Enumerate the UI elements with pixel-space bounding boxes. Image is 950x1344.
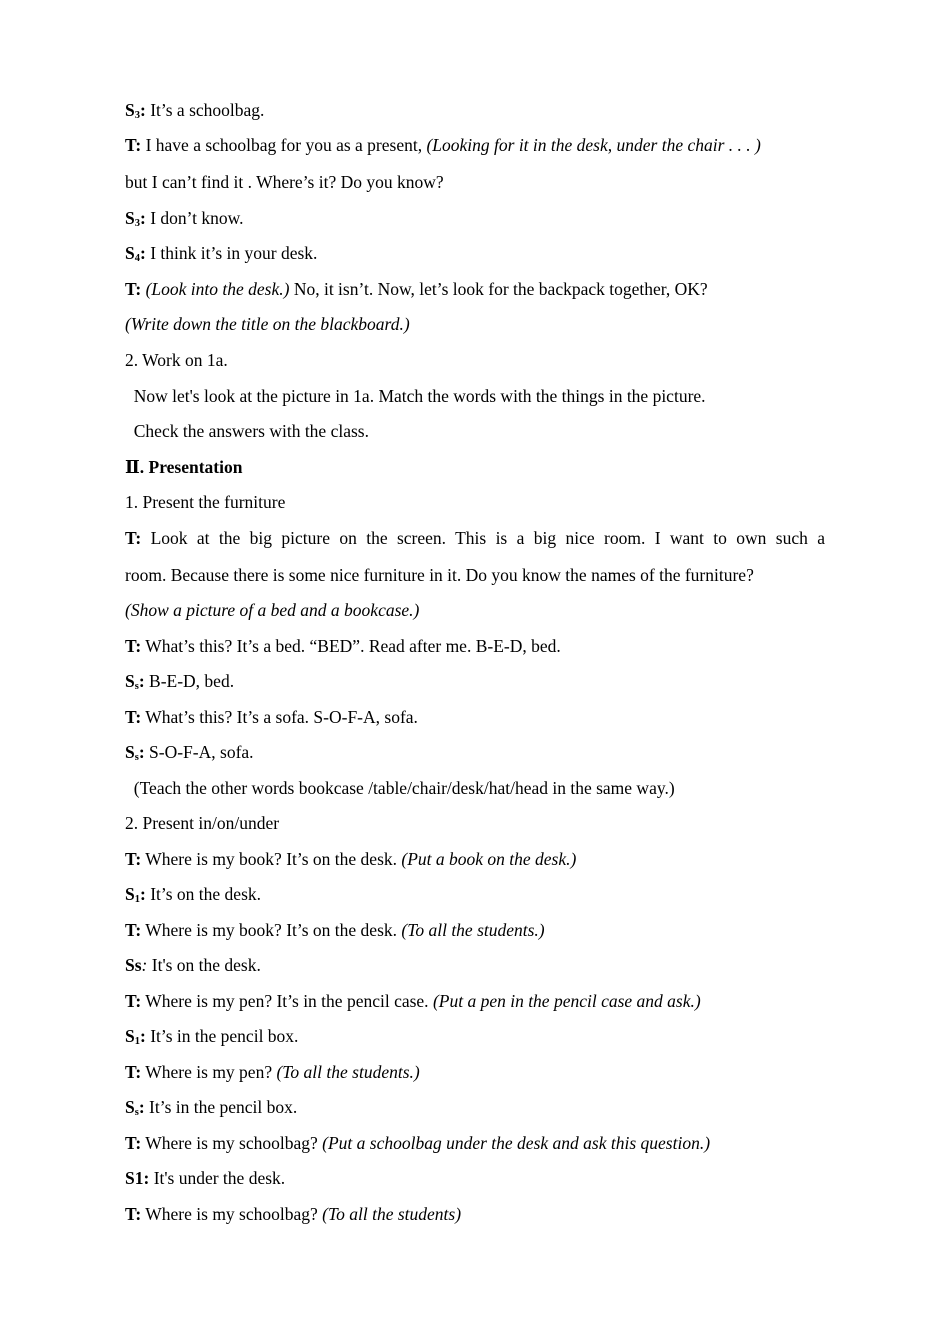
line-text: Where is my pen? (141, 1062, 277, 1082)
text-line (125, 778, 825, 798)
stage-direction: (Looking for it in the desk, under the chair . . . ) (426, 135, 761, 155)
dialogue-line (125, 955, 825, 975)
speaker-label: S3: (125, 208, 146, 229)
line-text: Check the answers with the class. (125, 421, 369, 441)
dialogue-line (125, 1204, 825, 1224)
line-text: I think it’s in your desk. (145, 243, 318, 263)
stage-direction: (To all the students.) (401, 920, 545, 940)
speaker-label: T: (125, 1204, 142, 1224)
dialogue-line (125, 100, 825, 126)
speaker-label: T: (125, 528, 142, 548)
stage-direction-line (125, 314, 825, 334)
speaker-label: T: (125, 991, 142, 1011)
dialogue-line (125, 528, 825, 548)
speaker-label: T: (125, 636, 142, 656)
speaker-label: S1: (125, 1168, 150, 1188)
stage-direction: (Show a picture of a bed and a bookcase.) (125, 600, 420, 620)
line-text: Where is my pen? It’s in the pencil case. (141, 991, 433, 1011)
stage-direction-line (125, 600, 825, 620)
line-text: No, it isn’t. Now, let’s look for the backpack together, OK? (289, 279, 708, 299)
speaker-label: T: (125, 849, 142, 869)
stage-direction: (To all the students.) (276, 1062, 420, 1082)
dialogue-line (125, 742, 825, 768)
dialogue-line (125, 243, 825, 269)
dialogue-line (125, 636, 825, 656)
line-text: I don’t know. (145, 208, 244, 228)
dialogue-line (125, 849, 825, 869)
dialogue-line (125, 707, 825, 727)
line-text: Now let's look at the picture in 1a. Match the words with the things in the picture. (125, 386, 706, 406)
line-text: Where is my schoolbag? (141, 1133, 323, 1153)
line-text: It’s on the desk. (145, 884, 262, 904)
speaker-label: T: (125, 1062, 142, 1082)
stage-direction: (Look into the desk.) (141, 279, 290, 299)
speaker-label: S3: (125, 100, 146, 121)
line-text: It's under the desk. (149, 1168, 286, 1188)
dialogue-line (125, 884, 825, 910)
line-text: I have a schoolbag for you as a present, (141, 135, 427, 155)
step-heading (125, 813, 825, 833)
line-text: 2. Work on 1a. (125, 350, 228, 370)
line-text: Where is my book? It’s on the desk. (141, 920, 402, 940)
stage-direction: (To all the students) (322, 1204, 462, 1224)
text-line (125, 386, 825, 406)
text-line (125, 565, 825, 585)
dialogue-line (125, 991, 825, 1011)
dialogue-line (125, 1062, 825, 1082)
stage-direction: (Write down the title on the blackboard.) (125, 314, 410, 334)
speaker-label: T: (125, 920, 142, 940)
speaker-label: T: (125, 707, 142, 727)
line-text: It’s in the pencil box. (144, 1097, 298, 1117)
line-text: It's on the desk. (147, 955, 261, 975)
dialogue-line (125, 135, 825, 155)
speaker-label: T: (125, 1133, 142, 1153)
step-heading (125, 492, 825, 512)
line-text: S-O-F-A, sofa. (144, 742, 254, 762)
speaker-label: Ss: (125, 1097, 145, 1118)
line-text: B-E-D, bed. (144, 671, 235, 691)
line-text: Look at the big picture on the screen. This is a big nice room. I want to own such a (141, 528, 825, 548)
line-text: What’s this? It’s a bed. “BED”. Read after me. B-E-D, bed. (141, 636, 561, 656)
speaker-colon: : (141, 955, 148, 975)
speaker-label: S1: (125, 884, 146, 905)
line-text: 2. Present in/on/under (125, 813, 280, 833)
dialogue-line (125, 279, 825, 299)
line-text: (Teach the other words bookcase /table/chair/desk/hat/head in the same way.) (125, 778, 675, 798)
text-line (125, 421, 825, 441)
stage-direction: (Put a book on the desk.) (401, 849, 577, 869)
line-text: What’s this? It’s a sofa. S-O-F-A, sofa. (141, 707, 418, 727)
speaker-label: T: (125, 279, 142, 299)
line-text: 1. Present the furniture (125, 492, 286, 512)
dialogue-line (125, 1133, 825, 1153)
dialogue-line (125, 1026, 825, 1052)
speaker-label: S4: (125, 243, 146, 264)
line-text: but I can’t find it . Where’s it? Do you know? (125, 172, 444, 192)
stage-direction: (Put a pen in the pencil case and ask.) (432, 991, 701, 1011)
stage-direction: (Put a schoolbag under the desk and ask this question.) (322, 1133, 711, 1153)
line-text: Where is my schoolbag? (141, 1204, 323, 1224)
section-title: Ⅱ. Presentation (125, 457, 243, 477)
speaker-label: S1: (125, 1026, 146, 1047)
speaker-label: T: (125, 135, 142, 155)
section-heading (125, 457, 825, 477)
dialogue-line (125, 920, 825, 940)
dialogue-line (125, 1168, 825, 1188)
line-text: It’s in the pencil box. (145, 1026, 299, 1046)
dialogue-line (125, 1097, 825, 1123)
speaker-label: Ss (125, 955, 142, 975)
text-line (125, 172, 825, 192)
speaker-label: Ss: (125, 742, 145, 763)
step-heading (125, 350, 825, 370)
line-text: room. Because there is some nice furniture in it. Do you know the names of the furniture? (125, 565, 754, 585)
line-text: Where is my book? It’s on the desk. (141, 849, 402, 869)
dialogue-line (125, 208, 825, 234)
line-text: It’s a schoolbag. (145, 100, 265, 120)
dialogue-line (125, 671, 825, 697)
speaker-label: Ss: (125, 671, 145, 692)
